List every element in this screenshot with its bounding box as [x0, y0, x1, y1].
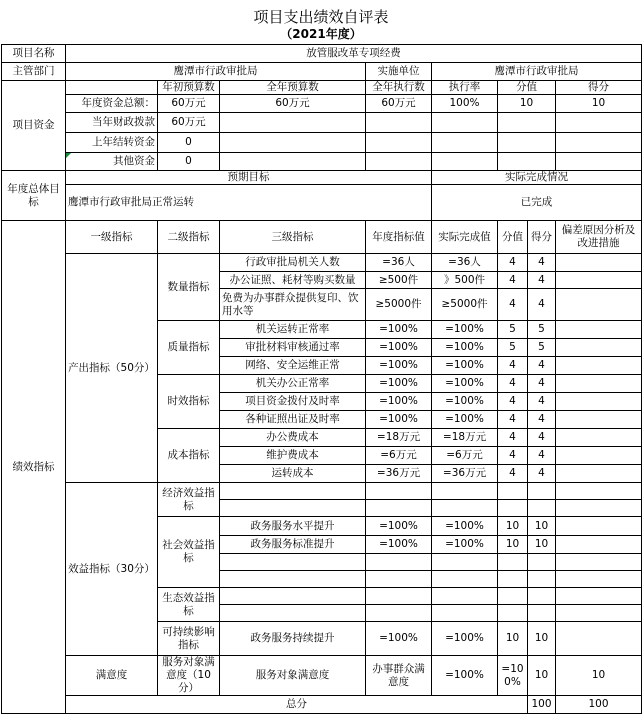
table-row-name: 维护费成本 [220, 447, 366, 465]
value-header: 分值 [498, 221, 528, 254]
funds-total-label: 年度资金总额： [66, 95, 158, 113]
total-score: 100 [556, 696, 642, 714]
table-row-actual: =100% [432, 411, 498, 429]
table-row-name: 办公费成本 [220, 429, 366, 447]
total-label: 总分 [66, 696, 528, 714]
output-indicator-label: 产出指标（50分） [66, 254, 158, 483]
funds-carryover-initial: 0 [158, 133, 220, 153]
funds-score-header: 得分 [556, 81, 642, 95]
table-row-name: 政务服务水平提升 [220, 517, 366, 536]
table-row-actual: =100% [432, 393, 498, 411]
table-row-value: 4 [498, 465, 528, 483]
table-row-target: =100% [366, 411, 432, 429]
funds-header-blank [66, 81, 158, 95]
funds-carryover-label: 上年结转资金 [66, 133, 158, 153]
table-row-target: ≥5000件 [366, 289, 432, 321]
table-row-actual: =100% [432, 321, 498, 339]
timeliness-indicator-label: 时效指标 [158, 375, 220, 429]
table-row-value: 10 [498, 536, 528, 554]
funds-total-exec: 60万元 [366, 95, 432, 113]
total-value: 100 [528, 696, 556, 714]
table-row-target: =36万元 [366, 465, 432, 483]
table-row-score: 4 [528, 289, 556, 321]
benefit-indicator-label: 效益指标（30分） [66, 483, 158, 656]
target-header: 年度指标值 [366, 221, 432, 254]
initial-budget-header: 年初预算数 [158, 81, 220, 95]
table-row-actual: =100% [432, 339, 498, 357]
table-row-target: =6万元 [366, 447, 432, 465]
level2-header: 二级指标 [158, 221, 220, 254]
level1-header: 一级指标 [66, 221, 158, 254]
score-header: 得分 [528, 221, 556, 254]
table-row-score: 10 [528, 622, 556, 656]
funds-fiscal-initial: 60万元 [158, 113, 220, 133]
table-row-target: =100% [366, 339, 432, 357]
table-row-value: 4 [498, 357, 528, 375]
table-row-score: 4 [528, 447, 556, 465]
table-row-score: 4 [528, 272, 556, 289]
exec-rate-header: 执行率 [432, 81, 498, 95]
table-row-score: 4 [528, 411, 556, 429]
performance-label: 绩效指标 [2, 221, 66, 714]
table-row-actual: =100% [432, 375, 498, 393]
table-row-score: 4 [528, 393, 556, 411]
table-row-target: =100% [366, 375, 432, 393]
table-row-value: 4 [498, 272, 528, 289]
table-row-actual: ≥5000件 [432, 289, 498, 321]
funds-total-rate: 100% [432, 95, 498, 113]
table-row-name: 行政审批局机关人数 [220, 254, 366, 272]
table-row-name: 运转成本 [220, 465, 366, 483]
funds-total-value: 10 [498, 95, 556, 113]
table-row-target: =36人 [366, 254, 432, 272]
funds-total-score: 10 [556, 95, 642, 113]
table-row-actual: =18万元 [432, 429, 498, 447]
table-row-actual: 》500件 [432, 272, 498, 289]
level3-header: 三级指标 [220, 221, 366, 254]
table-row-score: 4 [528, 375, 556, 393]
table-row-name: 各种证照出证及时率 [220, 411, 366, 429]
table-row-value: 10 [498, 517, 528, 536]
cost-indicator-label: 成本指标 [158, 429, 220, 483]
funds-label: 项目资金 [2, 81, 66, 171]
funds-total-initial: 60万元 [158, 95, 220, 113]
table-row-name: 审批材料审核通过率 [220, 339, 366, 357]
project-name-label: 项目名称 [2, 45, 66, 63]
table-row-target: ≥500件 [366, 272, 432, 289]
economic-indicator-label: 经济效益指标 [158, 483, 220, 517]
expected-goal-value: 鹰潭市行政审批局正常运转 [66, 185, 432, 221]
table-row-actual: =100% [432, 622, 498, 656]
table-row-value: 4 [498, 254, 528, 272]
table-row-value: 4 [498, 289, 528, 321]
table-row-score: 10 [528, 517, 556, 536]
table-row-value: 10 [498, 622, 528, 656]
annual-goal-label: 年度总体目标 [2, 171, 66, 221]
table-row-score: 5 [528, 339, 556, 357]
form-year: （2021年度） [280, 27, 362, 41]
impl-unit-label: 实施单位 [366, 63, 432, 81]
expected-goal-header: 预期目标 [66, 171, 432, 185]
table-row-target: =100% [432, 656, 498, 696]
table-row-value: 5 [498, 321, 528, 339]
table-row-name: 机关办公正常率 [220, 375, 366, 393]
table-row-score: 4 [528, 465, 556, 483]
table-row-name: 办事群众满意度 [366, 656, 432, 696]
table-row-actual: =100% [498, 656, 528, 696]
satisfaction-level1: 服务对象满意度（10分） [158, 656, 220, 696]
table-row-name: 办公证照、耗材等购买数量 [220, 272, 366, 289]
table-row-actual: =100% [432, 357, 498, 375]
department-label: 主管部门 [2, 63, 66, 81]
table-row-value: 10 [528, 656, 556, 696]
form-title: 项目支出绩效自评表 [253, 8, 389, 26]
table-row-value: 4 [498, 411, 528, 429]
full-year-budget-header: 全年预算数 [220, 81, 366, 95]
table-row-actual: =36万元 [432, 465, 498, 483]
sustainable-indicator-label: 可持续影响指标 [158, 622, 220, 656]
table-row-name: 免费为办事群众提供复印、饮用水等 [220, 289, 366, 321]
table-row-actual: =6万元 [432, 447, 498, 465]
table-row-target: =100% [366, 622, 432, 656]
funds-value-header: 分值 [498, 81, 556, 95]
funds-fiscal-label: 当年财政拨款 [66, 113, 158, 133]
satisfaction-level2: 服务对象满意度 [220, 656, 366, 696]
reason-header: 偏差原因分析及改进措施 [556, 221, 642, 254]
actual-goal-value: 已完成 [432, 185, 642, 221]
table-row-score: 4 [528, 429, 556, 447]
table-row-name: 网络、安全运维正常 [220, 357, 366, 375]
table-row-target: =100% [366, 517, 432, 536]
table-row-value: 4 [498, 447, 528, 465]
table-row-value: 4 [498, 393, 528, 411]
table-row-value: 4 [498, 429, 528, 447]
self-evaluation-table [1, 44, 642, 714]
actual-header: 实际完成值 [432, 221, 498, 254]
funds-total-budget: 60万元 [220, 95, 366, 113]
table-row-target: =100% [366, 321, 432, 339]
table-row-score: 4 [528, 254, 556, 272]
table-row-name: 政务服务标准提升 [220, 536, 366, 554]
table-row-target: =100% [366, 536, 432, 554]
table-row-actual: =100% [432, 536, 498, 554]
impl-unit-value: 鹰潭市行政审批局 [432, 63, 642, 81]
table-row-score: 4 [528, 357, 556, 375]
funds-other-initial: 0 [158, 153, 220, 171]
table-row-target: =100% [366, 393, 432, 411]
actual-goal-header: 实际完成情况 [432, 171, 642, 185]
project-name-value: 放管服改革专项经费 [66, 45, 642, 63]
table-row-score: 5 [528, 321, 556, 339]
full-year-exec-header: 全年执行数 [366, 81, 432, 95]
table-row-target: =100% [366, 357, 432, 375]
table-row-name: 项目资金拨付及时率 [220, 393, 366, 411]
quantity-indicator-label: 数量指标 [158, 254, 220, 321]
quality-indicator-label: 质量指标 [158, 321, 220, 375]
satisfaction-label: 满意度 [66, 656, 158, 696]
table-row-actual: =100% [432, 517, 498, 536]
table-row-score: 10 [528, 536, 556, 554]
table-row-target: =18万元 [366, 429, 432, 447]
table-row-value: 4 [498, 375, 528, 393]
department-value: 鹰潭市行政审批局 [66, 63, 366, 81]
table-row-name: 政务服务持续提升 [220, 622, 366, 656]
table-row-score: 10 [556, 656, 642, 696]
social-indicator-label: 社会效益指标 [158, 517, 220, 588]
table-row-actual: =36人 [432, 254, 498, 272]
funds-other-label: 其他资金 [66, 153, 158, 171]
ecological-indicator-label: 生态效益指标 [158, 588, 220, 622]
table-row-name: 机关运转正常率 [220, 321, 366, 339]
table-row-value: 5 [498, 339, 528, 357]
